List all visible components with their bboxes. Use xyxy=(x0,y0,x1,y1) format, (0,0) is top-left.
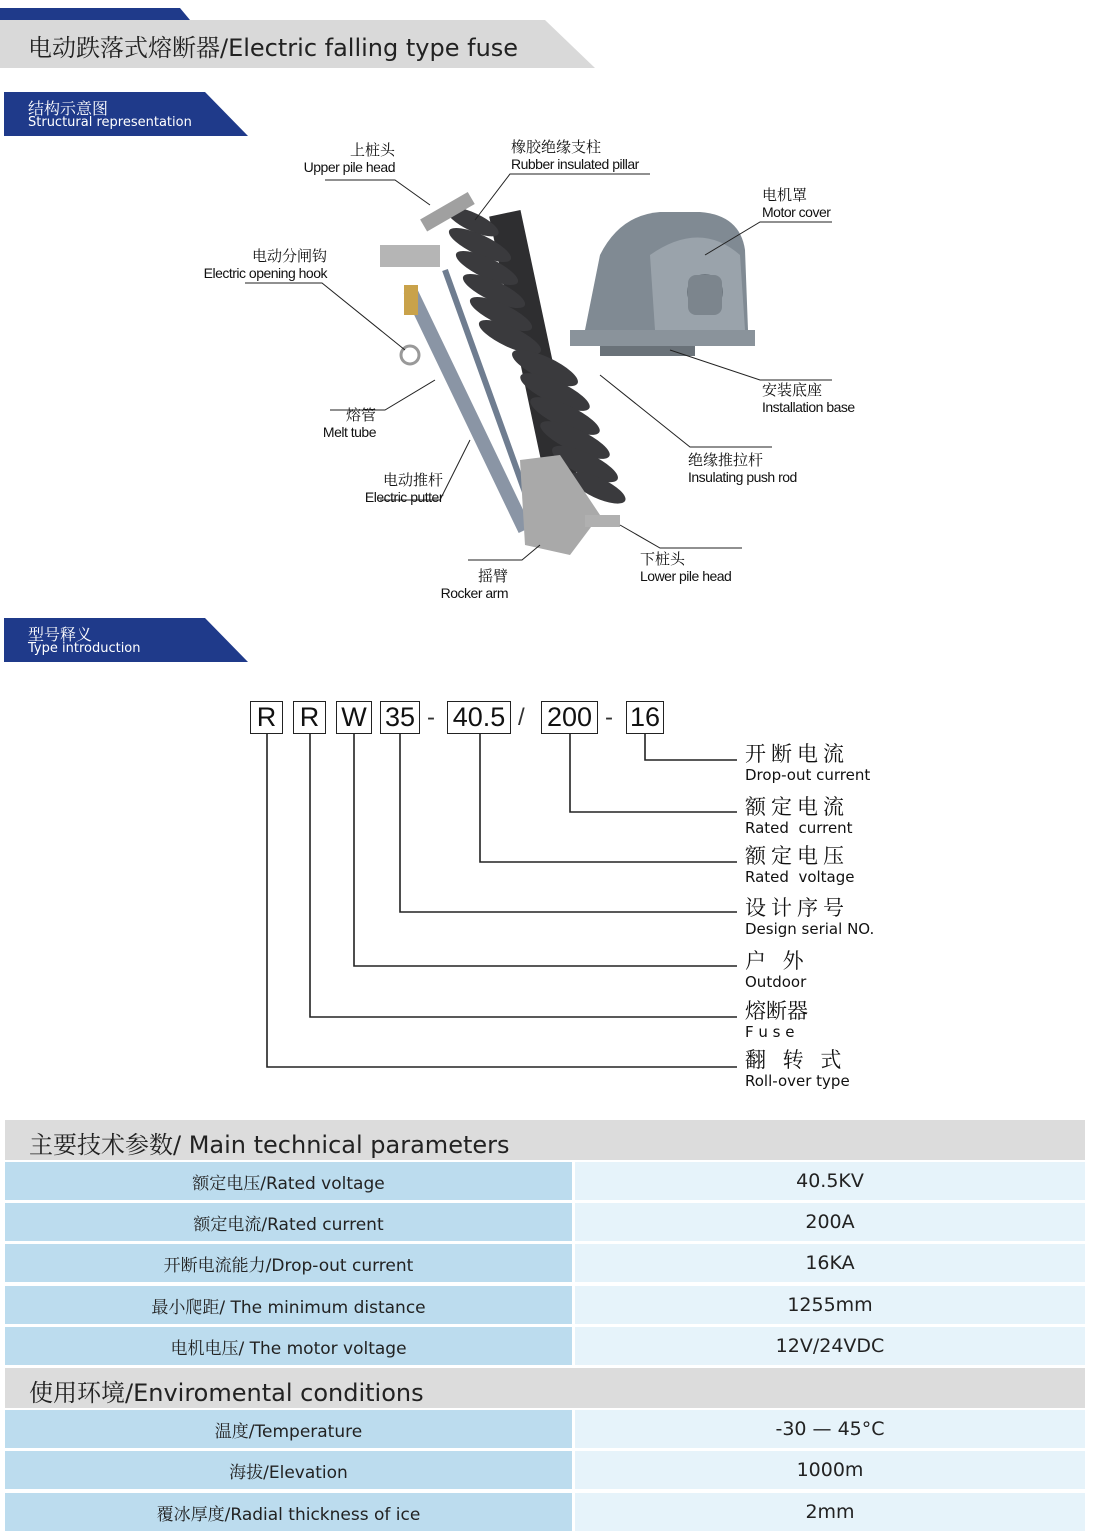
code-box-35: 35 xyxy=(380,701,420,734)
param-label: 覆冰厚度/Radial thickness of ice xyxy=(5,1493,572,1531)
table-row xyxy=(5,1327,1085,1365)
section-tab-structure xyxy=(0,92,250,138)
type-label-fuse: 熔断器 F u s e xyxy=(745,999,808,1041)
param-label: 最小爬距/ The minimum distance xyxy=(5,1286,572,1324)
param-value: 1000m xyxy=(575,1451,1085,1489)
type-label-rollover: 翻 转 式 Roll-over type xyxy=(745,1048,850,1090)
code-box-16: 16 xyxy=(626,701,664,734)
table-row xyxy=(5,1410,1085,1448)
param-value: 16KA xyxy=(575,1244,1085,1282)
code-box-200: 200 xyxy=(541,701,598,734)
table-row xyxy=(5,1162,1085,1200)
label-motor-cover: 电机罩 Motor cover xyxy=(762,187,831,220)
section-title-zh: 型号释义 xyxy=(28,625,93,644)
table-row xyxy=(5,1493,1085,1531)
label-insulating-push-rod: 绝缘推拉杆 Insulating push rod xyxy=(688,452,797,485)
param-label: 额定电压/Rated voltage xyxy=(5,1162,572,1200)
type-label-design-serial: 设计序号 Design serial NO. xyxy=(745,896,875,938)
label-lower-pile-head: 下桩头 Lower pile head xyxy=(640,551,732,584)
param-value: 1255mm xyxy=(575,1286,1085,1324)
param-value: 200A xyxy=(575,1203,1085,1241)
param-value: 40.5KV xyxy=(575,1162,1085,1200)
param-label: 额定电流/Rated current xyxy=(5,1203,572,1241)
type-label-rated-voltage: 额定电压 Rated voltage xyxy=(745,844,855,886)
type-leader-lines xyxy=(240,730,740,1075)
param-value: 12V/24VDC xyxy=(575,1327,1085,1365)
code-box-r1: R xyxy=(250,701,283,734)
type-label-rated-current: 额定电流 Rated current xyxy=(745,795,853,837)
param-value: 2mm xyxy=(575,1493,1085,1531)
code-box-r2: R xyxy=(293,701,326,734)
section-title-en: Type introduction xyxy=(28,641,141,656)
table-row xyxy=(5,1244,1085,1282)
tech-params-heading: 主要技术参数/ Main technical parameters xyxy=(5,1120,1085,1160)
code-separator: - xyxy=(605,704,613,731)
label-electric-opening-hook: 电动分闸钩 Electric opening hook xyxy=(203,248,327,281)
param-label: 海拔/Elevation xyxy=(5,1451,572,1489)
type-label-outdoor: 户 外 Outdoor xyxy=(745,949,809,991)
section-title-zh: 结构示意图 xyxy=(28,99,109,118)
code-separator: - xyxy=(427,704,435,731)
table-row xyxy=(5,1451,1085,1489)
section-title-en: Structural representation xyxy=(28,115,192,130)
code-separator: / xyxy=(518,704,525,731)
section-tab-type xyxy=(0,618,250,664)
table-row xyxy=(5,1203,1085,1241)
label-rocker-arm: 摇臂 Rocker arm xyxy=(440,568,508,601)
env-conditions-heading: 使用环境/Enviromental conditions xyxy=(5,1368,1085,1408)
param-value: -30 — 45°C xyxy=(575,1410,1085,1448)
param-label: 开断电流能力/Drop-out current xyxy=(5,1244,572,1282)
label-installation-base: 安装底座 Installation base xyxy=(762,382,855,415)
page-title: 电动跌落式熔断器/Electric falling type fuse xyxy=(28,34,519,62)
param-label: 温度/Temperature xyxy=(5,1410,572,1448)
label-rubber-insulated-pillar: 橡胶绝缘支柱 Rubber insulated pillar xyxy=(511,139,639,172)
label-melt-tube: 熔管 Melt tube xyxy=(322,407,376,440)
param-label: 电机电压/ The motor voltage xyxy=(5,1327,572,1365)
code-box-40-5: 40.5 xyxy=(447,701,511,734)
table-row xyxy=(5,1286,1085,1324)
type-label-dropout-current: 开断电流 Drop-out current xyxy=(745,742,871,784)
label-electric-putter: 电动推杆 Electric putter xyxy=(364,472,443,505)
label-upper-pile-head: 上桩头 Upper pile head xyxy=(303,142,395,175)
code-box-w: W xyxy=(336,701,372,734)
